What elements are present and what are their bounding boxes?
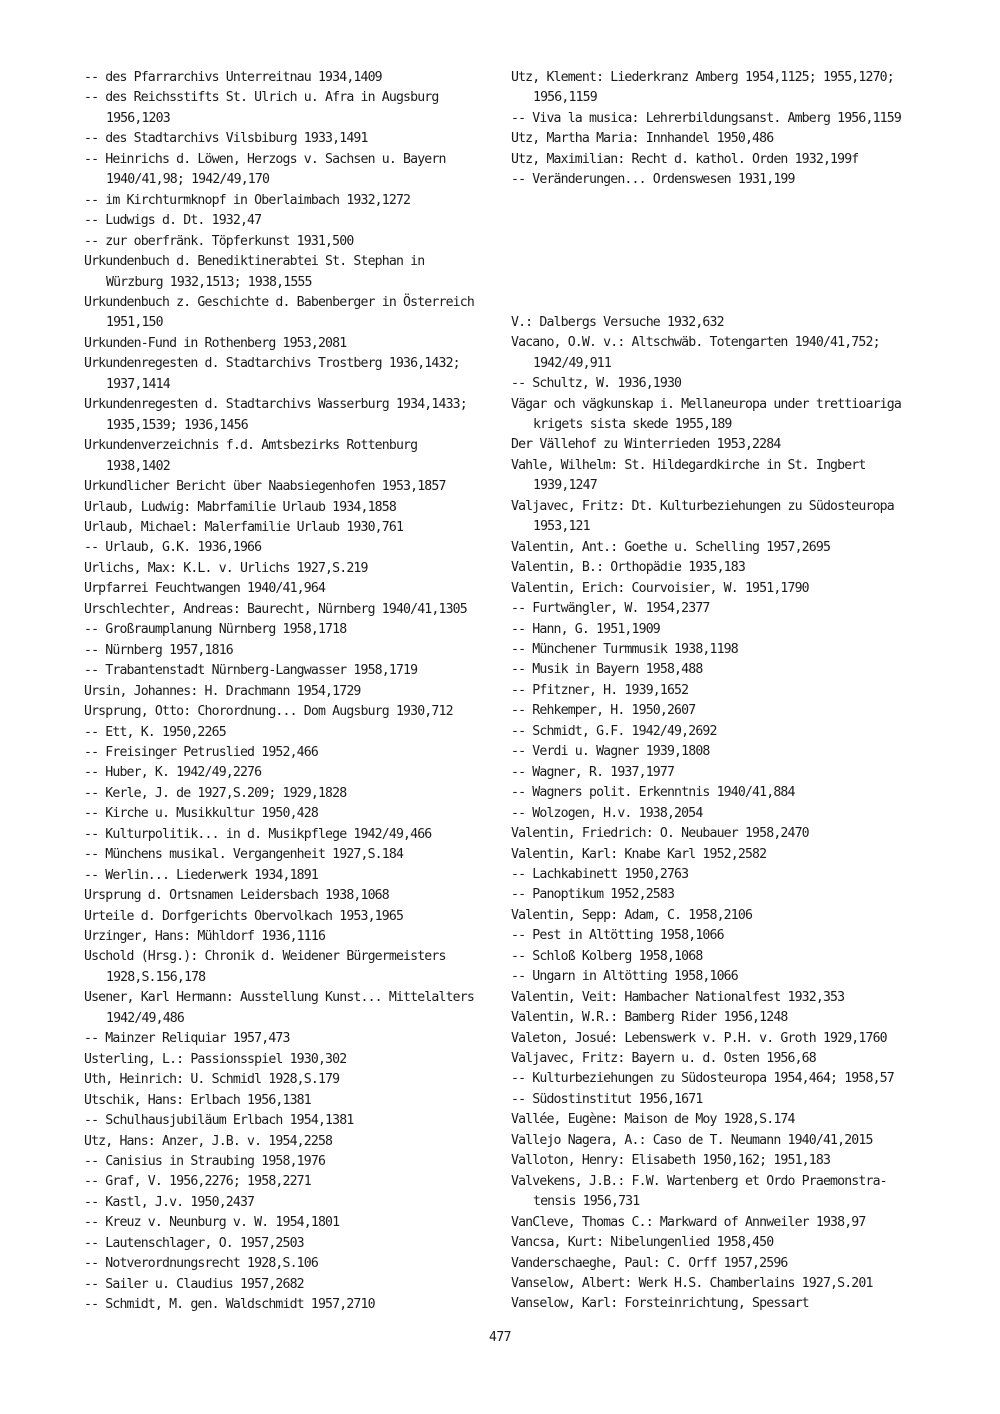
index-entry-text: Utz, Maximilian: Recht d. kathol. Orden 1932,199f bbox=[511, 151, 859, 167]
index-entry-continuation: 1939,1247 bbox=[533, 478, 597, 494]
index-entry-text: -- Großraumplanung Nürnberg 1958,1718 bbox=[84, 622, 347, 638]
index-entry-text: -- Veränderungen... Ordenswesen 1931,199 bbox=[511, 172, 795, 188]
index-entry-text: -- Panoptikum 1952,2583 bbox=[511, 887, 675, 903]
index-entry bbox=[84, 723, 496, 743]
index-entry-text: -- Sailer u. Claudius 1957,2682 bbox=[84, 1276, 304, 1292]
index-entry bbox=[511, 395, 921, 436]
index-entry bbox=[84, 600, 496, 620]
index-entry bbox=[511, 1110, 921, 1130]
index-entry-text: Valeton, Josué: Lebenswerk v. P.H. v. Groth 1929,1760 bbox=[511, 1030, 887, 1046]
index-entry-continuation: 1928,S.156,178 bbox=[106, 969, 206, 985]
index-entry-text: -- Kirche u. Musikkultur 1950,428 bbox=[84, 806, 318, 822]
index-entry-text: Valentin, W.R.: Bamberg Rider 1956,1248 bbox=[511, 1010, 788, 1026]
index-entry-text: -- Canisius in Straubing 1958,1976 bbox=[84, 1154, 326, 1170]
index-entry bbox=[84, 395, 496, 436]
index-entry bbox=[511, 170, 921, 190]
index-entry-text: Valloton, Henry: Elisabeth 1950,162; 1951,183 bbox=[511, 1153, 831, 1169]
index-entry-text: Valjavec, Fritz: Dt. Kulturbeziehungen zu Südosteuropa bbox=[511, 498, 894, 514]
index-entry bbox=[84, 436, 496, 477]
index-entry bbox=[511, 640, 921, 660]
index-entry bbox=[84, 334, 496, 354]
index-entry-text: Urkundenbuch z. Geschichte d. Babenberger in Österreich bbox=[84, 294, 474, 310]
index-entry-text: Urlaub, Michael: Malerfamilie Urlaub 1930,761 bbox=[84, 519, 404, 535]
index-entry bbox=[84, 1111, 496, 1131]
index-entry bbox=[511, 1069, 921, 1089]
index-entry-text: Valentin, Ant.: Goethe u. Schelling 1957,2695 bbox=[511, 539, 831, 555]
index-entry bbox=[84, 763, 496, 783]
index-entry-text: Urzinger, Hans: Mühldorf 1936,1116 bbox=[84, 929, 326, 945]
index-entry bbox=[511, 68, 921, 109]
index-entry bbox=[84, 538, 496, 558]
index-entry bbox=[84, 1132, 496, 1152]
index-entry-text: -- Ludwigs d. Dt. 1932,47 bbox=[84, 213, 262, 229]
index-entry-text: Urkundenverzeichnis f.d. Amtsbezirks Rottenburg bbox=[84, 438, 418, 454]
index-entry-text: -- Hann, G. 1951,1909 bbox=[511, 621, 660, 637]
index-entry-text: Utz, Martha Maria: Innhandel 1950,486 bbox=[511, 131, 774, 147]
index-entry-text: Utz, Hans: Anzer, J.B. v. 1954,2258 bbox=[84, 1133, 333, 1149]
index-entry bbox=[511, 1233, 921, 1253]
index-entry-text: -- Urlaub, G.K. 1936,1966 bbox=[84, 540, 262, 556]
index-entry-text: Valjavec, Fritz: Bayern u. d. Osten 1956,68 bbox=[511, 1051, 816, 1067]
index-entry bbox=[84, 1275, 496, 1295]
index-entry bbox=[84, 1234, 496, 1254]
index-entry-continuation: 1953,121 bbox=[533, 519, 590, 535]
index-entry bbox=[84, 682, 496, 702]
index-entry bbox=[511, 742, 921, 762]
index-entry-text: -- Nürnberg 1957,1816 bbox=[84, 642, 233, 658]
index-entry bbox=[511, 435, 921, 455]
index-entry bbox=[84, 988, 496, 1029]
index-entry bbox=[84, 825, 496, 845]
index-entry-text: Vanselow, Albert: Werk H.S. Chamberlains 1927,S.201 bbox=[511, 1276, 873, 1292]
index-entry bbox=[84, 232, 496, 252]
index-entry bbox=[84, 947, 496, 988]
index-entry bbox=[511, 1131, 921, 1151]
index-entry bbox=[511, 1172, 921, 1213]
index-entry-text: Urkundlicher Bericht über Naabsiegenhofen 1953,1857 bbox=[84, 479, 446, 495]
index-entry-text: -- Viva la musica: Lehrerbildungsanst. Amberg 1956,1159 bbox=[511, 110, 901, 126]
index-entry-text: Urteile d. Dorfgerichts Obervolkach 1953,1965 bbox=[84, 908, 404, 924]
index-entry-text: -- Münchens musikal. Vergangenheit 1927,S.184 bbox=[84, 847, 404, 863]
index-entry bbox=[84, 211, 496, 231]
index-entry-text: Vacano, O.W. v.: Altschwäb. Totengarten 1940/41,752; bbox=[511, 335, 880, 351]
index-entry bbox=[84, 1193, 496, 1213]
index-entry-continuation: 1956,1159 bbox=[533, 90, 597, 106]
index-entry bbox=[511, 660, 921, 680]
index-entry bbox=[511, 1049, 921, 1069]
index-entry bbox=[511, 333, 921, 374]
index-entry bbox=[511, 497, 921, 538]
index-entry-text: -- Ett, K. 1950,2265 bbox=[84, 724, 226, 740]
index-entry-text: Urlichs, Max: K.L. v. Urlichs 1927,S.219 bbox=[84, 560, 368, 576]
index-entry bbox=[511, 129, 921, 149]
index-entry-text: Urlaub, Ludwig: Mabrfamilie Urlaub 1934,1858 bbox=[84, 499, 396, 515]
index-entry bbox=[84, 1295, 496, 1315]
index-entry-continuation: 1937,1414 bbox=[106, 376, 170, 392]
right-column-v-entries bbox=[511, 313, 921, 1315]
index-entry-text: -- Musik in Bayern 1958,488 bbox=[511, 662, 703, 678]
index-entry bbox=[511, 1151, 921, 1171]
index-entry bbox=[84, 845, 496, 865]
index-entry-text: Urkundenbuch d. Benediktinerabtei St. Stephan in bbox=[84, 254, 425, 270]
index-entry-text: Vallejo Nagera, A.: Caso de T. Neumann 1940/41,2015 bbox=[511, 1132, 873, 1148]
index-entry-text: -- des Reichsstifts St. Ulrich u. Afra in Augsburg bbox=[84, 90, 439, 106]
index-entry bbox=[511, 906, 921, 926]
index-entry bbox=[84, 1070, 496, 1090]
index-entry bbox=[511, 1090, 921, 1110]
index-entry-text: Ursprung, Otto: Chorordnung... Dom Augsburg 1930,712 bbox=[84, 704, 453, 720]
index-entry bbox=[84, 88, 496, 129]
index-entry bbox=[511, 1254, 921, 1274]
index-entry-text: Vancsa, Kurt: Nibelungenlied 1958,450 bbox=[511, 1235, 774, 1251]
index-entry bbox=[511, 967, 921, 987]
index-entry bbox=[511, 1294, 921, 1314]
index-entry-text: Der Vällehof zu Winterrieden 1953,2284 bbox=[511, 437, 781, 453]
index-entry-text: -- Kulturpolitik... in d. Musikpflege 1942/49,466 bbox=[84, 826, 432, 842]
index-entry-text: -- Schloß Kolberg 1958,1068 bbox=[511, 948, 703, 964]
index-entry-text: -- Lautenschlager, O. 1957,2503 bbox=[84, 1235, 304, 1251]
index-entry bbox=[511, 1274, 921, 1294]
index-entry bbox=[511, 783, 921, 803]
index-entry-continuation: 1942/49,486 bbox=[106, 1010, 184, 1026]
index-entry bbox=[511, 599, 921, 619]
index-entry bbox=[511, 1029, 921, 1049]
index-entry bbox=[84, 1050, 496, 1070]
index-entry bbox=[511, 988, 921, 1008]
index-entry-text: -- Freisinger Petruslied 1952,466 bbox=[84, 744, 318, 760]
index-entry bbox=[84, 1029, 496, 1049]
index-entry bbox=[84, 1213, 496, 1233]
index-entry-continuation: tensis 1956,731 bbox=[533, 1194, 640, 1210]
index-entry bbox=[511, 804, 921, 824]
index-entry-continuation: Würzburg 1932,1513; 1938,1555 bbox=[106, 274, 312, 290]
index-entry-text: -- Kulturbeziehungen zu Südosteuropa 1954,464; 1958,57 bbox=[511, 1071, 894, 1087]
index-entry-text: Ursin, Johannes: H. Drachmann 1954,1729 bbox=[84, 683, 361, 699]
index-entry bbox=[511, 763, 921, 783]
page-number: 477 bbox=[489, 1330, 511, 1345]
index-entry-text: -- Pest in Altötting 1958,1066 bbox=[511, 928, 724, 944]
right-column-u-entries bbox=[511, 68, 921, 191]
index-entry-text: Urschlechter, Andreas: Baurecht, Nürnberg 1940/41,1305 bbox=[84, 601, 467, 617]
index-entry-text: Vallée, Eugène: Maison de Moy 1928,S.174 bbox=[511, 1112, 795, 1128]
index-entry bbox=[511, 1213, 921, 1233]
index-entry-text: Urpfarrei Feuchtwangen 1940/41,964 bbox=[84, 581, 326, 597]
index-entry bbox=[511, 722, 921, 742]
index-entry bbox=[511, 845, 921, 865]
index-entry-text: -- Pfitzner, H. 1939,1652 bbox=[511, 682, 689, 698]
index-entry bbox=[84, 354, 496, 395]
index-entry-text: Valvekens, J.B.: F.W. Wartenberg et Ordo Praemonstra- bbox=[511, 1173, 887, 1189]
index-entry-text: -- Wagner, R. 1937,1977 bbox=[511, 764, 675, 780]
index-entry bbox=[84, 784, 496, 804]
index-entry bbox=[84, 927, 496, 947]
index-entry-text: -- Schmidt, M. gen. Waldschmidt 1957,2710 bbox=[84, 1297, 375, 1313]
index-entry-text: VanCleve, Thomas C.: Markward of Annweiler 1938,97 bbox=[511, 1214, 866, 1230]
index-entry bbox=[511, 824, 921, 844]
index-entry bbox=[511, 109, 921, 129]
index-entry-text: -- zur oberfränk. Töpferkunst 1931,500 bbox=[84, 233, 354, 249]
index-entry bbox=[84, 477, 496, 497]
index-entry bbox=[511, 150, 921, 170]
index-entry bbox=[511, 456, 921, 497]
index-entry-text: Utz, Klement: Liederkranz Amberg 1954,1125; 1955,1270; bbox=[511, 70, 894, 85]
index-entry-text: -- Ungarn in Altötting 1958,1066 bbox=[511, 969, 738, 985]
index-entry-text: -- Kerle, J. de 1927,S.209; 1929,1828 bbox=[84, 785, 347, 801]
index-entry-text: -- Notverordnungsrecht 1928,S.106 bbox=[84, 1256, 318, 1272]
index-entry bbox=[511, 620, 921, 640]
index-entry-text: -- Huber, K. 1942/49,2276 bbox=[84, 765, 262, 781]
index-entry-continuation: krigets sista skede 1955,189 bbox=[533, 416, 732, 432]
index-entry bbox=[84, 702, 496, 722]
index-entry-text: -- Schultz, W. 1936,1930 bbox=[511, 376, 682, 392]
index-entry-text: -- Kreuz v. Neunburg v. W. 1954,1801 bbox=[84, 1215, 340, 1231]
index-entry-text: V.: Dalbergs Versuche 1932,632 bbox=[511, 314, 724, 330]
index-entry-text: -- Schmidt, G.F. 1942/49,2692 bbox=[511, 723, 717, 739]
index-entry bbox=[84, 641, 496, 661]
index-entry bbox=[84, 293, 496, 334]
index-entry bbox=[84, 498, 496, 518]
index-entry bbox=[84, 129, 496, 149]
index-entry-text: -- Furtwängler, W. 1954,2377 bbox=[511, 601, 710, 617]
index-entry-text: Urkundenregesten d. Stadtarchivs Trostberg 1936,1432; bbox=[84, 356, 460, 372]
index-entry bbox=[84, 191, 496, 211]
index-entry-text: -- Wolzogen, H.v. 1938,2054 bbox=[511, 805, 703, 821]
index-entry-text: Vanderschaeghe, Paul: C. Orff 1957,2596 bbox=[511, 1255, 788, 1271]
index-entry-continuation: 1935,1539; 1936,1456 bbox=[106, 417, 248, 433]
index-entry-text: Valentin, Karl: Knabe Karl 1952,2582 bbox=[511, 846, 767, 862]
index-entry bbox=[511, 1008, 921, 1028]
index-entry-text: Urkunden-Fund in Rothenberg 1953,2081 bbox=[84, 335, 347, 351]
index-entry bbox=[511, 926, 921, 946]
index-entry-text: -- Wagners polit. Erkenntnis 1940/41,884 bbox=[511, 785, 795, 801]
letter-section-gap bbox=[511, 191, 921, 313]
index-entry-text: -- Verdi u. Wagner 1939,1808 bbox=[511, 744, 710, 760]
index-entry-text: -- Mainzer Reliquiar 1957,473 bbox=[84, 1031, 290, 1047]
index-entry bbox=[84, 804, 496, 824]
index-entry-text: Valentin, Veit: Hambacher Nationalfest 1932,353 bbox=[511, 989, 845, 1005]
index-entry bbox=[84, 1152, 496, 1172]
index-entry-text: Uschold (Hrsg.): Chronik d. Weidener Bürgermeisters bbox=[84, 949, 446, 965]
index-entry-text: -- Südostinstitut 1956,1671 bbox=[511, 1091, 703, 1107]
index-entry bbox=[84, 579, 496, 599]
index-entry bbox=[84, 886, 496, 906]
index-entry-text: -- Graf, V. 1956,2276; 1958,2271 bbox=[84, 1174, 311, 1190]
index-entry-text: -- Trabantenstadt Nürnberg-Langwasser 1958,1719 bbox=[84, 663, 418, 679]
index-entry-text: -- Rehkemper, H. 1950,2607 bbox=[511, 703, 696, 719]
index-entry bbox=[511, 313, 921, 333]
index-entry-text: -- im Kirchturmknopf in Oberlaimbach 1932,1272 bbox=[84, 192, 411, 208]
index-entry bbox=[84, 620, 496, 640]
index-entry bbox=[84, 518, 496, 538]
index-entry bbox=[511, 681, 921, 701]
index-entry bbox=[84, 866, 496, 886]
index-entry bbox=[84, 661, 496, 681]
index-entry bbox=[511, 865, 921, 885]
index-entry-text: Urkundenregesten d. Stadtarchivs Wasserburg 1934,1433; bbox=[84, 397, 467, 413]
index-entry bbox=[511, 701, 921, 721]
index-entry-text: -- des Pfarrarchivs Unterreitnau 1934,1409 bbox=[84, 70, 382, 85]
index-entry bbox=[84, 1254, 496, 1274]
index-entry-text: Uth, Heinrich: U. Schmidl 1928,S.179 bbox=[84, 1072, 340, 1088]
index-entry-continuation: 1951,150 bbox=[106, 315, 163, 331]
index-entry bbox=[84, 743, 496, 763]
index-entry-text: -- Kastl, J.v. 1950,2437 bbox=[84, 1194, 255, 1210]
index-entry bbox=[84, 1091, 496, 1111]
index-entry bbox=[84, 68, 496, 88]
index-entry-text: -- Heinrichs d. Löwen, Herzogs v. Sachsen u. Bayern bbox=[84, 151, 446, 167]
index-entry bbox=[511, 885, 921, 905]
index-entry-text: -- Lachkabinett 1950,2763 bbox=[511, 866, 689, 882]
index-entry bbox=[84, 1172, 496, 1192]
index-entry bbox=[511, 374, 921, 394]
index-entry-text: Vanselow, Karl: Forsteinrichtung, Spessart bbox=[511, 1296, 809, 1312]
index-entry-text: Ursprung d. Ortsnamen Leidersbach 1938,1068 bbox=[84, 888, 389, 904]
index-entry-continuation: 1942/49,911 bbox=[533, 355, 611, 371]
index-entry bbox=[511, 558, 921, 578]
index-entry bbox=[511, 947, 921, 967]
index-entry bbox=[84, 907, 496, 927]
index-entry-continuation: 1938,1402 bbox=[106, 458, 170, 474]
index-entry-text: Vägar och vägkunskap i. Mellaneuropa under trettioariga bbox=[511, 396, 901, 412]
index-entry-text: Valentin, B.: Orthopädie 1935,183 bbox=[511, 560, 745, 576]
index-entry-text: Usterling, L.: Passionsspiel 1930,302 bbox=[84, 1051, 347, 1067]
index-entry bbox=[84, 252, 496, 293]
index-entry-text: Usener, Karl Hermann: Ausstellung Kunst... Mittelalters bbox=[84, 990, 474, 1006]
index-entry bbox=[511, 579, 921, 599]
index-entry-text: -- Schulhausjubiläum Erlbach 1954,1381 bbox=[84, 1113, 354, 1129]
right-index-column bbox=[511, 68, 921, 1315]
index-entry bbox=[511, 538, 921, 558]
index-entry-text: Valentin, Erich: Courvoisier, W. 1951,1790 bbox=[511, 580, 809, 596]
index-entry-continuation: 1956,1203 bbox=[106, 110, 170, 126]
index-entry-text: -- Münchener Turmmusik 1938,1198 bbox=[511, 641, 738, 657]
index-entry-text: -- Werlin... Liederwerk 1934,1891 bbox=[84, 867, 318, 883]
index-entry bbox=[84, 559, 496, 579]
index-entry-text: Valentin, Sepp: Adam, C. 1958,2106 bbox=[511, 907, 753, 923]
left-index-column bbox=[84, 68, 496, 1316]
index-entry-text: Utschik, Hans: Erlbach 1956,1381 bbox=[84, 1092, 311, 1108]
index-entry-text: -- des Stadtarchivs Vilsbiburg 1933,1491 bbox=[84, 131, 368, 147]
index-entry-text: Vahle, Wilhelm: St. Hildegardkirche in St. Ingbert bbox=[511, 457, 866, 473]
index-entry-continuation: 1940/41,98; 1942/49,170 bbox=[106, 172, 270, 188]
index-entry bbox=[84, 150, 496, 191]
index-entry-text: Valentin, Friedrich: O. Neubauer 1958,2470 bbox=[511, 826, 809, 842]
